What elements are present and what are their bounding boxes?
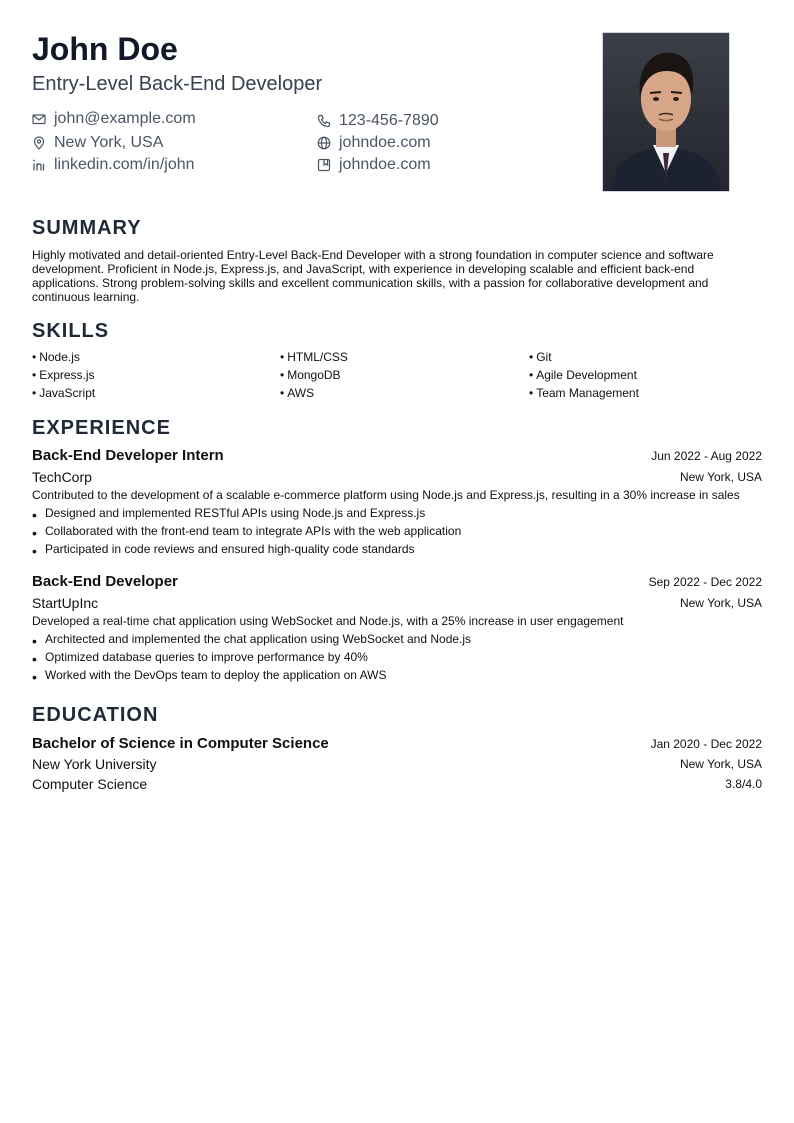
contact-portfolio-text: johndoe.com: [339, 156, 431, 173]
contact-phone[interactable]: [317, 110, 439, 132]
contact-portfolio[interactable]: [317, 154, 431, 176]
linkedin-icon: [32, 158, 46, 172]
job-description: Contributed to the development of a scalable e-commerce platform using Node.js and Express.js, resulting in a 30% increase in sales: [32, 488, 740, 502]
summary-text: Highly motivated and detail-oriented Entry-Level Back-End Developer with a strong foundation in computer science and software development. Proficient in Node.js, Express.js, and JavaScript, with experience in developing scalable and efficient back-end applications. Strong problem-solving skills and excellent communication skills, with a passion for collaborative development and continuous learning.: [32, 248, 714, 304]
globe-icon: [317, 136, 331, 150]
job-dates: Jun 2022 - Aug 2022: [651, 449, 762, 463]
job-bullets: [32, 632, 471, 686]
resume-header: [32, 28, 572, 173]
job-company: TechCorp: [32, 469, 92, 485]
avatar-illustration: [603, 33, 729, 191]
phone-icon: [317, 114, 331, 128]
mail-icon: [32, 112, 46, 126]
skill-item: • Express.js: [32, 368, 95, 382]
contact-phone-text: 123-456-7890: [339, 112, 439, 129]
skill-item: • Agile Development: [529, 368, 637, 382]
job-title: Back-End Developer Intern: [32, 447, 224, 464]
skill-item: • Node.js: [32, 350, 80, 364]
experience-heading: EXPERIENCE: [32, 417, 171, 439]
contact-linkedin-text: linkedin.com/in/john: [54, 156, 195, 173]
edu-degree: Bachelor of Science in Computer Science: [32, 735, 329, 752]
contact-location: [32, 132, 163, 154]
skill-item: • Git: [529, 350, 552, 364]
skill-item: • AWS: [280, 386, 314, 400]
job-bullet: • Worked with the DevOps team to deploy the application on AWS: [32, 668, 471, 686]
edu-dates: Jan 2020 - Dec 2022: [650, 737, 762, 751]
job-bullet: • Collaborated with the front-end team to integrate APIs with the web application: [32, 524, 461, 542]
portfolio-icon: [317, 158, 331, 172]
map-pin-icon: [32, 136, 46, 150]
job-location: New York, USA: [679, 470, 762, 484]
job-bullet: • Designed and implemented RESTful APIs using Node.js and Express.js: [32, 506, 461, 524]
contact-website[interactable]: [317, 132, 431, 154]
skill-item: • MongoDB: [280, 368, 341, 382]
edu-school: New York University: [32, 756, 157, 772]
job-location: New York, USA: [679, 596, 762, 610]
skill-item: • HTML/CSS: [280, 350, 348, 364]
job-title: Back-End Developer: [32, 573, 178, 590]
contact-location-text: New York, USA: [54, 134, 164, 151]
contact-website-text: johndoe.com: [339, 134, 431, 151]
job-company: StartUpInc: [32, 595, 99, 611]
job-bullets: [32, 506, 461, 560]
skill-item: • JavaScript: [32, 386, 95, 400]
job-bullet: • Optimized database queries to improve performance by 40%: [32, 650, 471, 668]
candidate-title: Entry-Level Back-End Developer: [32, 73, 323, 95]
summary-heading: SUMMARY: [32, 217, 142, 239]
job-bullet: • Architected and implemented the chat application using WebSocket and Node.js: [32, 632, 471, 650]
job-description: Developed a real-time chat application using WebSocket and Node.js, with a 25% increase in user engagement: [32, 614, 624, 628]
profile-photo: [602, 32, 730, 192]
education-heading: EDUCATION: [32, 704, 159, 726]
edu-field: Computer Science: [32, 776, 148, 792]
edu-location: New York, USA: [679, 757, 762, 771]
job-bullet: • Participated in code reviews and ensured high-quality code standards: [32, 542, 461, 560]
contact-email-text: john@example.com: [54, 110, 196, 127]
contact-linkedin[interactable]: [32, 154, 195, 176]
edu-gpa: 3.8/4.0: [725, 777, 762, 791]
skill-item: • Team Management: [529, 386, 639, 400]
job-dates: Sep 2022 - Dec 2022: [648, 575, 762, 589]
candidate-name: John Doe: [32, 31, 178, 67]
skills-heading: SKILLS: [32, 320, 110, 342]
contact-email[interactable]: [32, 108, 196, 130]
